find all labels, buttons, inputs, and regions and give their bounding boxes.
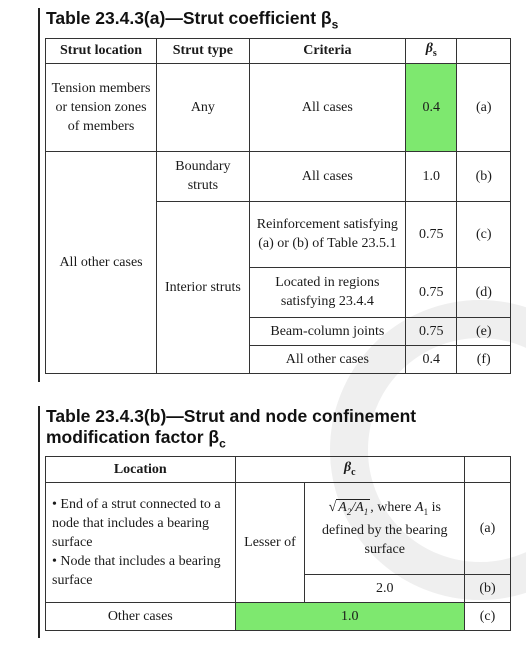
cell-lesser-of: Lesser of (235, 483, 305, 603)
header-blank (465, 457, 511, 483)
header-beta-c: $\beta_c$ (235, 457, 465, 483)
cell-type: Boundary struts (157, 151, 250, 201)
cell-label: (c) (457, 201, 511, 267)
table-a (45, 38, 511, 374)
header-criteria: Criteria (249, 39, 405, 64)
header-blank (457, 39, 511, 64)
bullet-item: • End of a strut connected to a node that includes a bearing surface (52, 497, 221, 550)
table-row (46, 151, 511, 201)
cell-criteria: Located in regions satisfying 23.4.4 (249, 267, 405, 317)
section-table-a (38, 8, 492, 382)
cell-other-value: 1.0 (235, 603, 465, 631)
cell-label: (f) (457, 345, 511, 373)
header-strut-type: Strut type (157, 39, 250, 64)
cell-value: 1.0 (406, 151, 457, 201)
header-strut-location: Strut location (46, 39, 157, 64)
cell-value: 0.4 (406, 345, 457, 373)
cell-location: Tension members or tension zones of members (46, 63, 157, 151)
table-b (45, 456, 511, 631)
cell-criteria: Reinforcement satisfying (a) or (b) of Table 23.5.1 (249, 201, 405, 267)
cell-label: (e) (457, 317, 511, 345)
cell-value: 0.75 (406, 317, 457, 345)
cell-label: (d) (457, 267, 511, 317)
table-row (46, 603, 511, 631)
header-location: Location (46, 457, 236, 483)
cell-criteria: All cases (249, 151, 405, 201)
table-a-title: Table 23.4.3(a)—Strut coefficient $\beta_s$ (46, 8, 339, 32)
cell-value: 0.75 (406, 267, 457, 317)
table-b-header-row (46, 457, 511, 483)
sqrt-formula: √ $A_2/A_1$ (328, 499, 369, 517)
header-beta-s: $\beta_s$ (406, 39, 457, 64)
cell-criteria: All cases (249, 63, 405, 151)
section-table-b (38, 406, 496, 638)
table-b-title: Table 23.4.3(b)—Strut and node confinement modification factor $\beta_c$ (46, 406, 417, 451)
cell-location-bullets (46, 483, 236, 603)
cell-type: Interior struts (157, 201, 250, 373)
cell-criteria: Beam-column joints (249, 317, 405, 345)
cell-label: (c) (465, 603, 511, 631)
table-row (46, 63, 511, 151)
cell-label: (b) (465, 575, 511, 603)
table-a-header-row (46, 39, 511, 64)
cell-value: 0.4 (406, 63, 457, 151)
cell-value: 2.0 (305, 575, 465, 603)
cell-value: 0.75 (406, 201, 457, 267)
cell-label: (b) (457, 151, 511, 201)
cell-label: (a) (457, 63, 511, 151)
cell-type: Any (157, 63, 250, 151)
table-row (46, 483, 511, 575)
cell-label: (a) (465, 483, 511, 575)
cell-criteria: All other cases (249, 345, 405, 373)
cell-other-cases: Other cases (46, 603, 236, 631)
cell-location: All other cases (46, 151, 157, 373)
cell-formula: √ $A_2/A_1$ , where $A_1$ is defined by the bearing surface (305, 483, 465, 575)
bullet-item: • Node that includes a bearing surface (52, 554, 221, 588)
